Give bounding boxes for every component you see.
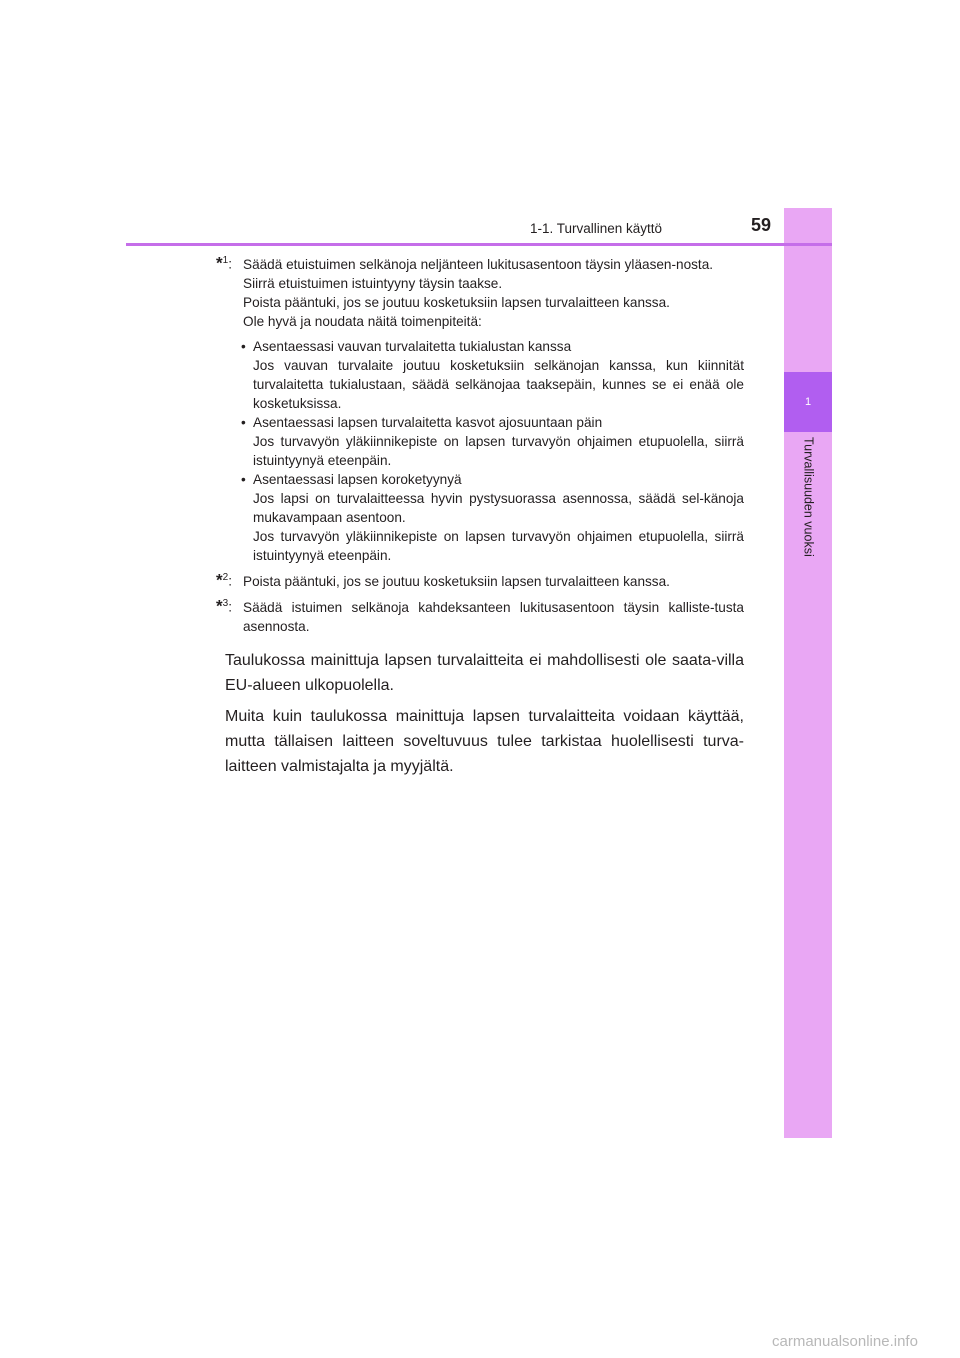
bullet-body: Jos turvavyön yläkiinnikepiste on lapsen turvavyön ohjaimen etupuolella, siirrä istuintyynyä eteenpäin.	[253, 529, 744, 563]
bullet-body: Jos lapsi on turvalaitteessa hyvin pystysuorassa asennossa, säädä sel-känoja mukavampaan asentoon.	[253, 491, 744, 525]
footnote-bullet-item	[243, 337, 744, 413]
footnote-2	[216, 572, 744, 591]
footnote-star: *	[216, 253, 223, 273]
footnote-line: Poista pääntuki, jos se joutuu kosketuksiin lapsen turvalaitteen kanssa.	[243, 295, 670, 310]
footnote-marker: *$^2$:	[216, 570, 232, 590]
body-paragraph: Taulukossa mainittuja lapsen turvalaitteita ei mahdollisesti ole saata-villa EU-alueen ulkopuolella.	[225, 652, 744, 694]
footnote-number: 2	[222, 572, 229, 583]
side-tab	[784, 208, 832, 1138]
footnote-bullet-list	[243, 337, 744, 565]
bullet-body: Jos vauvan turvalaite joutuu kosketuksiin selkänojan kanssa, kun kiinnität turvalaitetta tukialustaan, säädä selkänojaa taaksepäin, kunnes se ei enää ole kosketuksissa.	[253, 358, 744, 411]
footnote-line: Säädä istuimen selkänoja kahdeksanteen lukitusasentoon täysin kalliste-tusta asennosta.	[243, 600, 744, 634]
bullet-title: • Asentaessasi lapsen turvalaitetta kasvot ajosuuntaan päin	[253, 415, 603, 430]
chapter-title: Turvallisuuden vuoksi	[801, 437, 816, 557]
footnote-line: Poista pääntuki, jos se joutuu kosketuksiin lapsen turvalaitteen kanssa.	[243, 574, 670, 589]
body-paragraph: Muita kuin taulukossa mainittuja lapsen turvalaitteita voidaan käyttää, mutta tällaisen laitteen soveltuvuus tulee tarkistaa huolellisesti turva-laitteen valmistajalta ja myyjältä.	[225, 708, 744, 775]
footnote-line: Ole hyvä ja noudata näitä toimenpiteitä:	[243, 314, 482, 329]
page-content	[216, 255, 744, 779]
bullet-body: Jos turvavyön yläkiinnikepiste on lapsen turvavyön ohjaimen etupuolella, siirrä istuintyynyä eteenpäin.	[253, 434, 744, 468]
footnote-number: 1	[222, 255, 229, 266]
footnote-line: Säädä etuistuimen selkänoja neljänteen lukitusasentoon täysin yläasen-nosta.	[243, 257, 714, 272]
bullet-title: • Asentaessasi lapsen koroketyynyä	[253, 472, 462, 487]
chapter-number: 1	[804, 396, 812, 408]
footnote-star: *	[216, 570, 223, 590]
footnote-bullet-item	[243, 413, 744, 470]
footnote-marker: *$^3$:	[216, 596, 232, 616]
footnotes	[216, 255, 744, 636]
watermark: carmanualsonline.info	[772, 1333, 918, 1350]
footnote-marker: *$^1$:	[216, 253, 232, 273]
footnote-bullet-item	[243, 470, 744, 565]
footnote-number: 3	[222, 598, 229, 609]
header-divider	[126, 243, 832, 246]
footnote-3	[216, 598, 744, 636]
section-title: 1-1. Turvallinen käyttö	[530, 221, 663, 236]
page-number: 59	[751, 215, 772, 235]
footnote-line: Siirrä etuistuimen istuintyyny täysin taakse.	[243, 276, 503, 291]
bullet-title: • Asentaessasi vauvan turvalaitetta tukialustan kanssa	[253, 339, 572, 354]
body-paragraphs	[216, 648, 744, 779]
footnote-1	[216, 255, 744, 565]
footnote-star: *	[216, 596, 223, 616]
chapter-number-box	[784, 372, 832, 432]
